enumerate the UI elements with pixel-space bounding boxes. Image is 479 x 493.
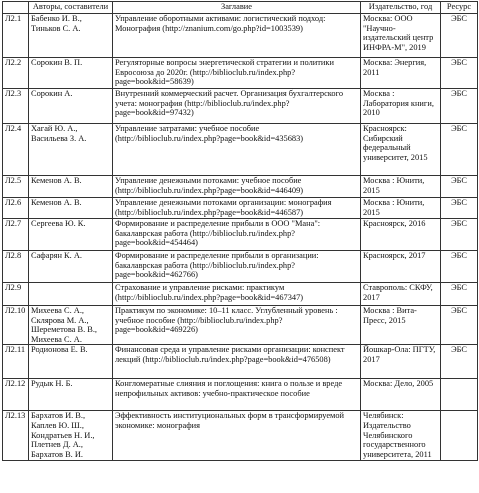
row-title: Формирование и распределение прибыли в организации: бакалаврская работа (http://biblioclub.ru/index.php?page=book&id=462766) <box>113 251 361 283</box>
row-num: Л2.4 <box>3 124 29 176</box>
row-title: Эффективность институциональных форм в трансформируемой экономике: монография <box>113 411 361 461</box>
header-num <box>3 2 29 14</box>
header-resource: Ресурс <box>441 2 478 14</box>
row-title: Практикум по экономике: 10–11 класс. Углубленный уровень : учебное пособие (http://biblioclub.ru/index.php?page=book&id=469226) <box>113 306 361 345</box>
row-num: Л2.3 <box>3 89 29 124</box>
row-publisher: Красноярск, 2016 <box>361 219 441 251</box>
row-resource: ЭБС <box>441 219 478 251</box>
row-title: Финансовая среда и управление рисками организации: конспект лекций (http://biblioclub.ru/index.php?page=book&id=476508) <box>113 345 361 379</box>
row-num: Л2.1 <box>3 14 29 58</box>
row-num: Л2.5 <box>3 176 29 198</box>
header-publisher: Издательство, год <box>361 2 441 14</box>
row-num: Л2.11 <box>3 345 29 379</box>
table-row <box>3 198 478 219</box>
row-resource: ЭБС <box>441 14 478 58</box>
row-resource: ЭБС <box>441 89 478 124</box>
row-title: Управление затратами: учебное пособие (http://biblioclub.ru/index.php?page=book&id=435683) <box>113 124 361 176</box>
table-row <box>3 58 478 89</box>
row-authors: Бархатов И. В., Каплев Ю. Ш., Кондратьев Н. И., Плетнев Д. А., Бархатов В. И. <box>29 411 113 461</box>
row-resource <box>441 379 478 411</box>
row-resource: ЭБС <box>441 251 478 283</box>
row-publisher: Москва: ООО "Научно-издательский центр ИНФРА-М", 2019 <box>361 14 441 58</box>
row-num: Л2.2 <box>3 58 29 89</box>
table-row <box>3 89 478 124</box>
table-row <box>3 345 478 379</box>
row-num: Л2.10 <box>3 306 29 345</box>
row-authors: Родионова Е. В. <box>29 345 113 379</box>
row-resource: ЭБС <box>441 198 478 219</box>
row-publisher: Москва : Юнити, 2015 <box>361 176 441 198</box>
row-authors: Бабенко И. В., Тиньков С. А. <box>29 14 113 58</box>
row-publisher: Москва: Энергия, 2011 <box>361 58 441 89</box>
row-authors: Кеменов А. В. <box>29 198 113 219</box>
row-resource: ЭБС <box>441 124 478 176</box>
row-authors: Сергеева Ю. К. <box>29 219 113 251</box>
header-title: Заглавие <box>113 2 361 14</box>
row-title: Управление оборотными активами: логистический подход: Монография (http://znanium.com/go.php?id=1003539) <box>113 14 361 58</box>
row-title: Управление денежными потоками организации: монография (http://biblioclub.ru/index.php?page=book&id=446587) <box>113 198 361 219</box>
row-num: Л2.9 <box>3 283 29 306</box>
table-row <box>3 176 478 198</box>
row-title: Управление денежными потоками: учебное пособие (http://biblioclub.ru/index.php?page=book&id=446409) <box>113 176 361 198</box>
row-publisher: Ставрополь: СКФУ, 2017 <box>361 283 441 306</box>
table-row <box>3 306 478 345</box>
row-num: Л2.13 <box>3 411 29 461</box>
row-title: Формирование и распределение прибыли в ООО "Мана": бакалаврская работа (http://biblioclub.ru/index.php?page=book&id=454464) <box>113 219 361 251</box>
row-publisher: Красноярск, 2017 <box>361 251 441 283</box>
row-resource <box>441 411 478 461</box>
row-authors: Хагай Ю. А., Васильева З. А. <box>29 124 113 176</box>
row-num: Л2.7 <box>3 219 29 251</box>
row-publisher: Москва : Вита-Пресс, 2015 <box>361 306 441 345</box>
row-resource: ЭБС <box>441 306 478 345</box>
row-authors: Сафарян К. А. <box>29 251 113 283</box>
row-title: Конгломератные слияния и поглощения: книга о пользе и вреде непрофильных активов: учебно-практическое пособие <box>113 379 361 411</box>
table-row <box>3 219 478 251</box>
row-resource: ЭБС <box>441 345 478 379</box>
row-authors: Сорокин А. <box>29 89 113 124</box>
row-publisher: Челябинск: Издательство Челябинского государственного университета, 2011 <box>361 411 441 461</box>
row-publisher: Йошкар-Ола: ПГТУ, 2017 <box>361 345 441 379</box>
row-resource: ЭБС <box>441 283 478 306</box>
table-row <box>3 14 478 58</box>
row-authors <box>29 283 113 306</box>
row-resource: ЭБС <box>441 58 478 89</box>
table-header-row <box>3 2 478 14</box>
row-publisher: Москва: Дело, 2005 <box>361 379 441 411</box>
row-authors: Михеева С. А., Склярова М. А., Шереметова В. В., Михеева С. А. <box>29 306 113 345</box>
row-title: Страхование и управление рисками: практикум (http://biblioclub.ru/index.php?page=book&id=467347) <box>113 283 361 306</box>
table-row <box>3 283 478 306</box>
row-resource: ЭБС <box>441 176 478 198</box>
row-authors: Кеменов А. В. <box>29 176 113 198</box>
table-row <box>3 124 478 176</box>
row-num: Л2.8 <box>3 251 29 283</box>
row-title: Внутренний коммерческий расчет. Организация бухгалтерского учета: монография (http://biblioclub.ru/index.php?page=book&id=97432) <box>113 89 361 124</box>
header-authors: Авторы, составители <box>29 2 113 14</box>
row-publisher: Москва : Юнити, 2015 <box>361 198 441 219</box>
table-row <box>3 411 478 461</box>
row-num: Л2.6 <box>3 198 29 219</box>
row-authors: Сорокин В. П. <box>29 58 113 89</box>
row-authors: Рудык Н. Б. <box>29 379 113 411</box>
row-publisher: Москва : Лаборатория книги, 2010 <box>361 89 441 124</box>
table-row <box>3 251 478 283</box>
row-title: Регуляторные вопросы энергетической стратегии и политики Евросоюза до 2020г. (http://biblioclub.ru/index.php?page=book&id=58639) <box>113 58 361 89</box>
row-publisher: Красноярск: Сибирский федеральный университет, 2015 <box>361 124 441 176</box>
bibliography-table <box>2 1 478 461</box>
row-num: Л2.12 <box>3 379 29 411</box>
table-row <box>3 379 478 411</box>
